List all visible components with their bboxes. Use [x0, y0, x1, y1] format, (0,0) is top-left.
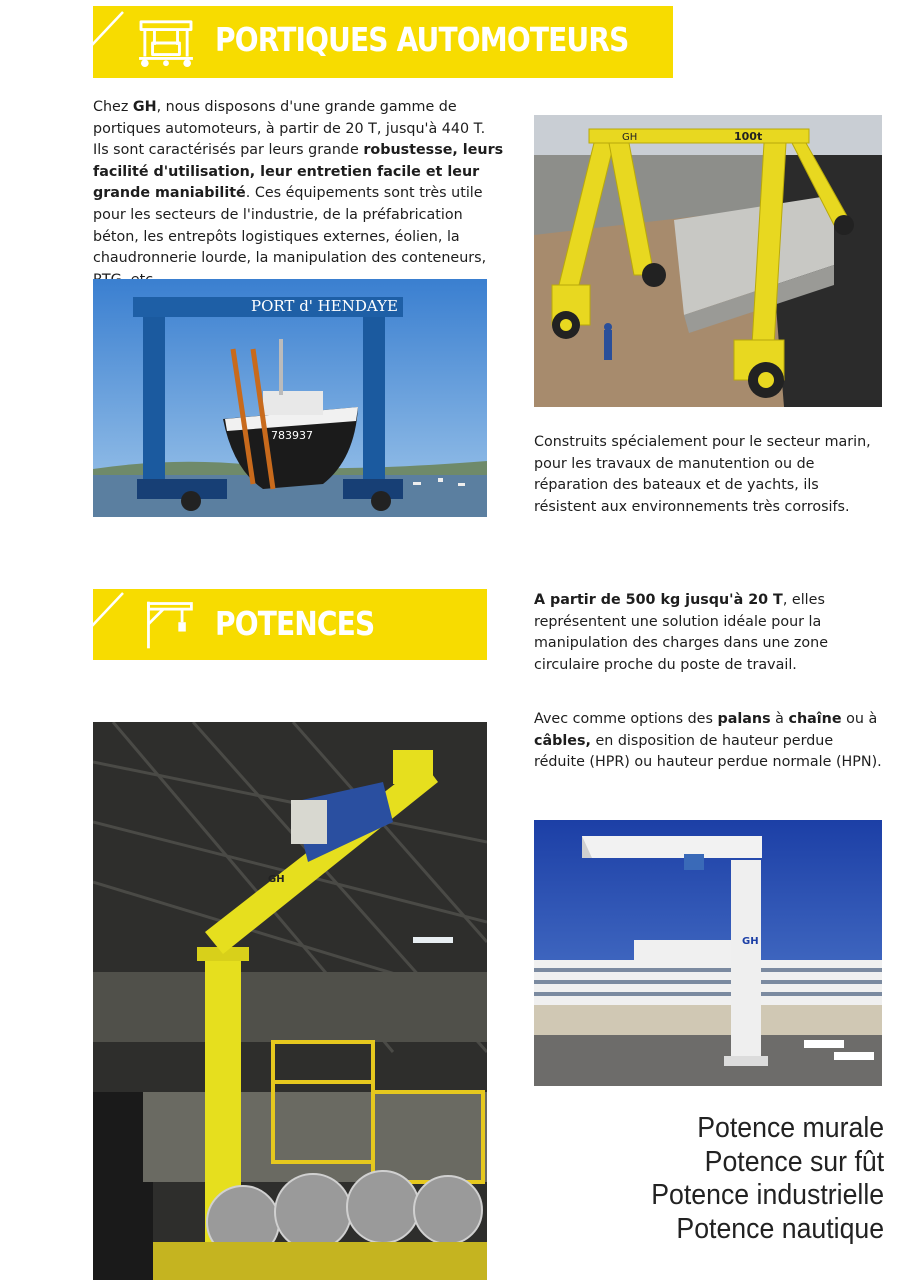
photo-industrial-jib-crane — [93, 722, 487, 1280]
photo-nautical-jib-crane — [534, 820, 882, 1086]
potences-capacity-text: A partir de 500 kg jusqu'à 20 T, elles représentent une solution idéale pour la manipulation des charges dans une zone circulaire proche du poste de travail. — [534, 592, 829, 673]
gantry-capacity-text: 100t — [734, 130, 763, 143]
hull-number-text: 783937 — [271, 429, 313, 442]
potences-product-list — [651, 1112, 884, 1246]
portiques-marine-text: Construits spécialement pour le secteur marin, pour les travaux de manutention ou de réparation des bateaux et de yachts, ils résistent aux environnements très corrosifs. — [534, 434, 871, 515]
section-title-potences: POTENCES — [215, 604, 375, 643]
section-banner-potences — [93, 589, 487, 660]
nautical-jib-brand-text: GH — [742, 936, 759, 947]
photo-port-hendaye-travel-lift — [93, 279, 487, 517]
banner-slash-decoration — [93, 589, 147, 660]
jib-crane-icon — [141, 599, 197, 651]
jib-brand-text: GH — [268, 874, 285, 885]
list-item: Potence industrielle — [651, 1179, 884, 1211]
port-sign-text: PORT d' HENDAYE — [251, 297, 398, 315]
section-banner-portiques — [93, 6, 673, 78]
portiques-intro-text: Chez GH, nous disposons d'une grande gamme de portiques automoteurs, à partir de 20 T, jusqu'à 440 T. Ils sont caractérisés par leurs grande robustesse, leurs facilité d'utilisation, leur entretien facile et leur grande maniabilité. Ces équipements sont très utile pour les secteurs de l'industrie, de la préfabrication béton, les entrepôts logistiques externes, éolien, la chaudronnerie lourde, la manipulation des conteneurs, — [93, 99, 504, 267]
gantry-brand-text: GH — [622, 132, 638, 143]
list-item: Potence murale — [697, 1112, 884, 1144]
photo-yellow-gantry-100t — [534, 115, 882, 407]
gantry-crane-icon — [137, 18, 195, 68]
section-title-portiques: PORTIQUES AUTOMOTEURS — [215, 20, 629, 59]
list-item: Potence nautique — [676, 1212, 884, 1245]
list-item: Potence sur fût — [704, 1145, 884, 1178]
potences-options-text: Avec comme options des palans à chaîne ou à câbles, en disposition de hauteur perdue réduite (HPR) ou hauteur perdue normale (HPN). — [534, 711, 882, 771]
